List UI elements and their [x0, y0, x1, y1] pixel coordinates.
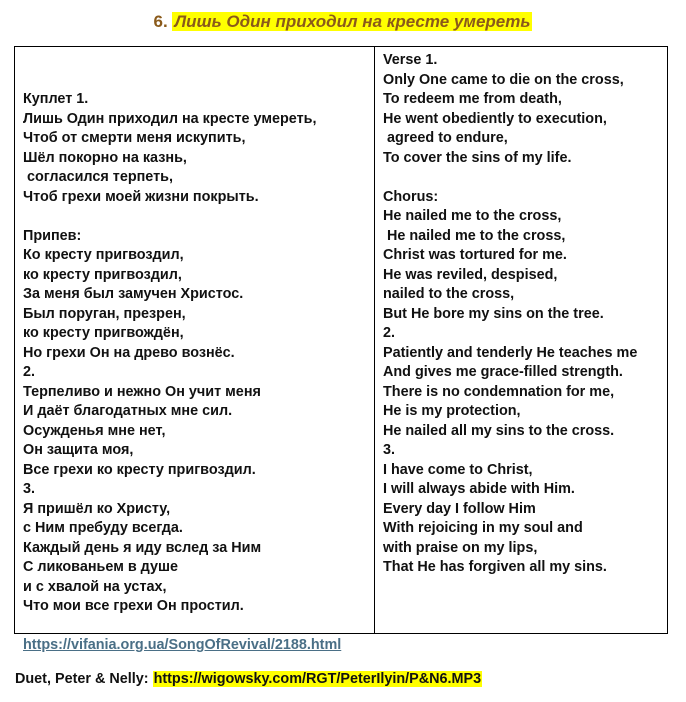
russian-line: Все грехи ко кресту пригвоздил. — [23, 461, 256, 478]
russian-line: 2. — [23, 364, 36, 380]
russian-line: Чтоб грехи моей жизни покрыть. — [23, 188, 259, 205]
english-line — [383, 168, 667, 188]
russian-line: Он защита моя, — [23, 442, 134, 458]
russian-line: Шёл покорно на казнь, — [23, 149, 187, 166]
russian-line: Что мои все грехи Он простил. — [23, 598, 244, 614]
english-line: 2. — [383, 325, 396, 341]
audio-link[interactable]: https://wigowsky.com/RGT/PeterIlyin/P&N6.MP3 — [153, 671, 482, 687]
english-line: Verse 1. — [383, 52, 438, 68]
english-line: But He bore my sins on the tree. — [383, 305, 604, 322]
english-line: He went obediently to execution, — [383, 110, 607, 127]
song-title — [0, 11, 686, 33]
english-line: Patiently and tenderly He teaches me — [383, 344, 638, 361]
english-line: Chorus: — [383, 188, 439, 205]
russian-line: ко кресту пригвождён, — [23, 325, 184, 341]
english-line: Christ was tortured for me. — [383, 247, 567, 263]
russian-line: 3. — [23, 481, 36, 497]
russian-line: И даёт благодатных мне сил. — [23, 403, 233, 419]
russian-line: Ко кресту пригвоздил, — [23, 247, 184, 263]
russian-line: Припев: — [23, 227, 82, 244]
english-line: He is my protection, — [383, 403, 521, 419]
english-line: with praise on my lips, — [383, 539, 538, 556]
russian-line: За меня был замучен Христос. — [23, 286, 244, 302]
song-number: 6. — [153, 12, 168, 31]
english-line: 3. — [383, 442, 396, 458]
english-line: To cover the sins of my life. — [383, 149, 572, 166]
english-line: With rejoicing in my soul and — [383, 520, 583, 536]
russian-line: с Ним пребуду всегда. — [23, 520, 183, 536]
russian-line — [23, 207, 374, 227]
russian-line: Каждый день я иду вслед за Ним — [23, 539, 262, 556]
russian-line: Терпеливо и нежно Он учит меня — [23, 383, 261, 400]
english-line: Only One came to die on the cross, — [383, 71, 624, 88]
russian-line: Чтоб от смерти меня искупить, — [23, 130, 246, 146]
english-line: I have come to Christ, — [383, 461, 533, 478]
english-line: He nailed me to the cross, — [383, 208, 562, 224]
english-line: nailed to the cross, — [383, 286, 515, 302]
song-title-text: Лишь Один приходил на кресте умереть — [174, 12, 531, 31]
russian-line: Но грехи Он на древо вознёс. — [23, 344, 235, 361]
footer-audio — [15, 669, 482, 689]
russian-line: Я пришёл ко Христу, — [23, 500, 171, 517]
english-line: That He has forgiven all my sins. — [383, 559, 607, 575]
russian-line: согласился терпеть, — [23, 169, 174, 185]
english-line: To redeem me from death, — [383, 91, 562, 107]
english-line: agreed to endure, — [383, 130, 508, 146]
russian-line: ко кресту пригвоздил, — [23, 266, 182, 283]
russian-line: Осужденья мне нет, — [23, 422, 166, 439]
english-line: He was reviled, despised, — [383, 266, 558, 283]
lyrics-table — [14, 46, 668, 653]
english-lyrics-column — [375, 47, 667, 633]
russian-line: Лишь Один приходил на кресте умереть, — [23, 110, 317, 127]
russian-line — [23, 617, 374, 637]
source-link[interactable]: https://vifania.org.ua/SongOfRevival/2188.html — [23, 637, 342, 653]
english-line: He nailed all my sins to the cross. — [383, 422, 615, 439]
footer-label: Duet, Peter & Nelly: — [15, 671, 153, 687]
english-line: I will always abide with Him. — [383, 481, 575, 497]
english-line: And gives me grace-filled strength. — [383, 364, 623, 380]
russian-line: Куплет 1. — [23, 91, 89, 107]
english-line: He nailed me to the cross, — [383, 227, 566, 244]
russian-line: Был поруган, презрен, — [23, 305, 186, 322]
english-line: Every day I follow Him — [383, 500, 536, 517]
russian-lyrics-column — [15, 47, 375, 653]
russian-line: и с хвалой на устах, — [23, 578, 167, 595]
russian-line: С ликованьем в душе — [23, 559, 178, 575]
english-line: There is no condemnation for me, — [383, 383, 615, 400]
